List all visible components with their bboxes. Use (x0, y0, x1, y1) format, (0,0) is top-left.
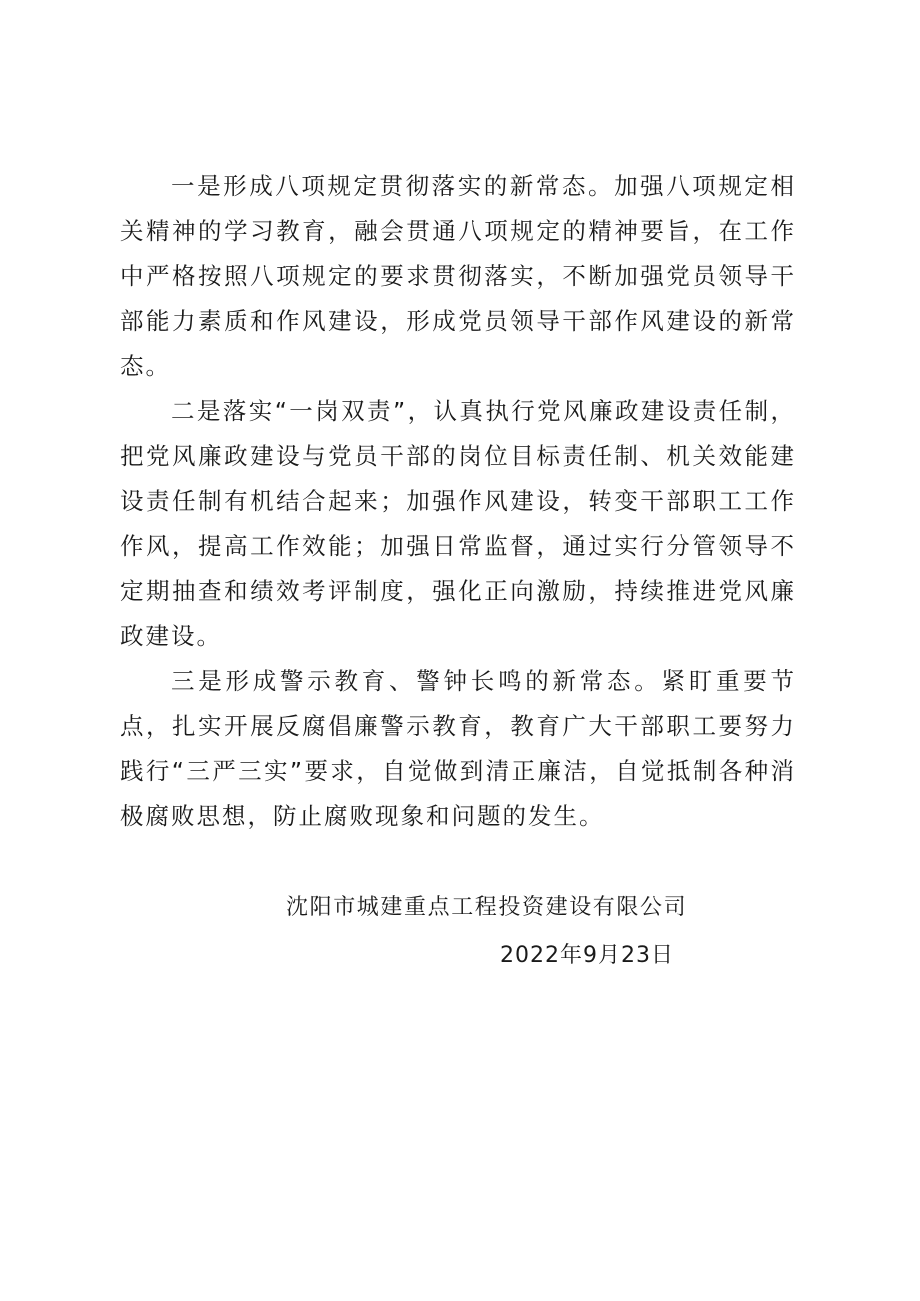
paragraph-1: 一是形成八项规定贯彻落实的新常态。加强八项规定相关精神的学习教育，融会贯通八项规定的精神要旨，在工作中严格按照八项规定的要求贯彻落实，不断加强党员领导干部能力素质和作风建设，形成党员领导干部作风建设的新常态。 (120, 172, 796, 380)
paragraph-3: 三是形成警示教育、警钟长鸣的新常态。紧盯重要节点，扎实开展反腐倡廉警示教育，教育广大干部职工要努力践行“三严三实”要求，自觉做到清正廉洁，自觉抵制各种消极腐败思想，防止腐败现象和问题的发生。 (120, 667, 796, 830)
document-body (120, 164, 796, 839)
signature-organization: 沈阳市城建重点工程投资建设有限公司 (286, 895, 688, 920)
paragraph-2: 二是落实“一岗双责”，认真执行党风廉政建设责任制，把党风廉政建设与党员干部的岗位目标责任制、机关效能建设责任制有机结合起来；加强作风建设，转变干部职工工作作风，提高工作效能；加强日常监督，通过实行分管领导不定期抽查和绩效考评制度，强化正向激励，持续推进党风廉政建设。 (120, 397, 796, 650)
signature-date: 2022年9月23日 (500, 943, 674, 968)
